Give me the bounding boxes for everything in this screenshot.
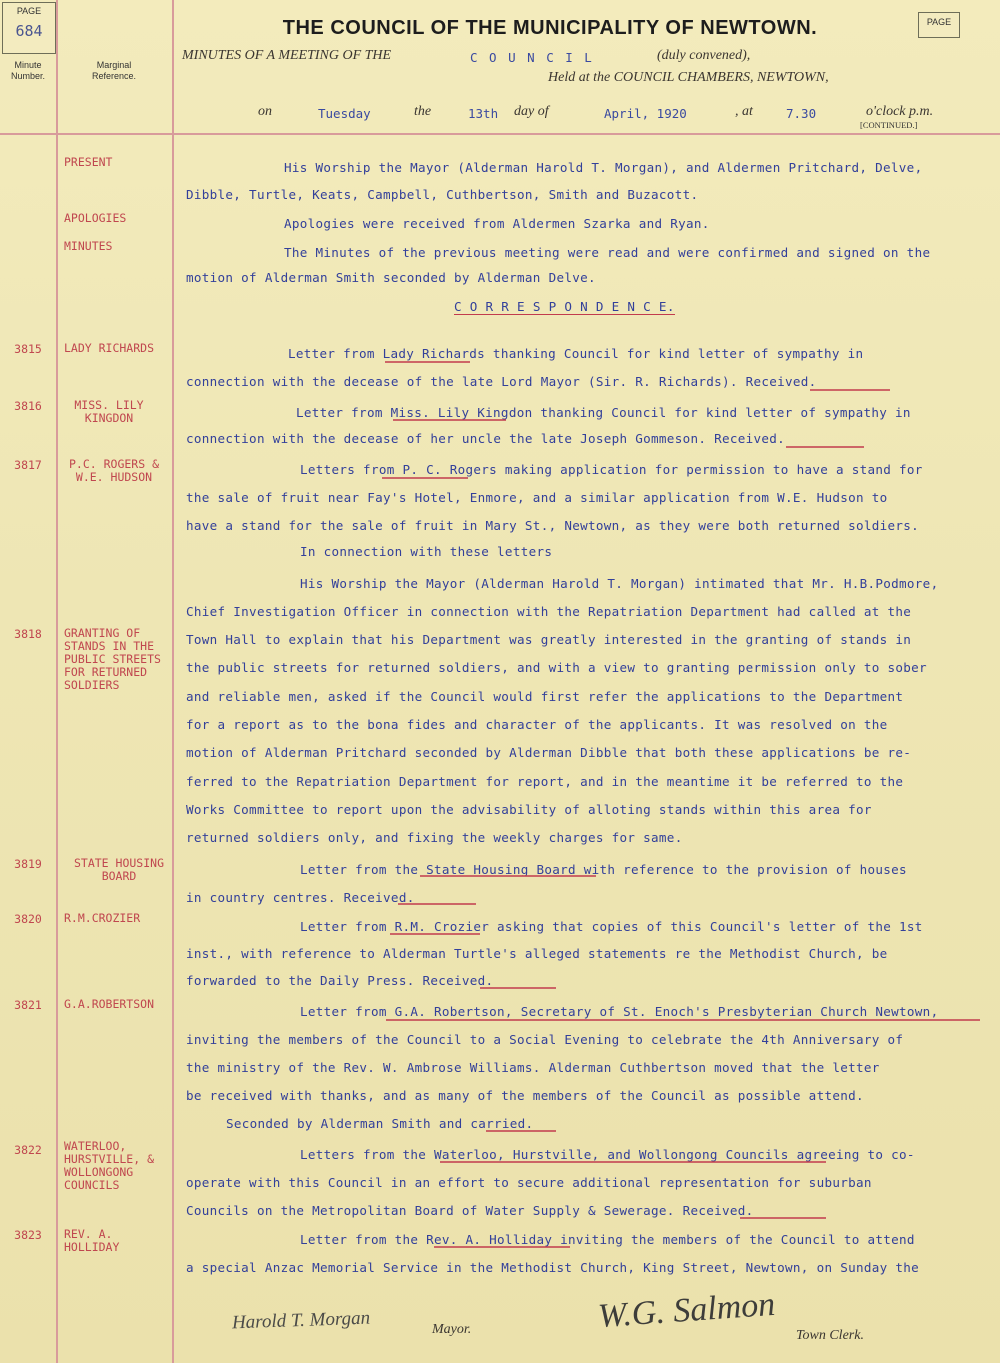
meeting-body: C O U N C I L	[470, 50, 594, 65]
ref-lady-richards: LADY RICHARDS	[64, 341, 155, 355]
entry-3818-line-3: Town Hall to explain that his Department was greatly interested in the granting of stands in	[186, 632, 912, 647]
column-header-minute: Minute Number.	[10, 60, 45, 81]
entry-3817-line-3: have a stand for the sale of fruit in Mary St., Newtown, as they were both returned soldiers.	[186, 518, 920, 533]
ref-crozier: R.M.CROZIER	[64, 911, 141, 925]
entry-3815-line-2: connection with the decease of the late Lord Mayor (Sir. R. Richards). Received.	[186, 374, 817, 389]
minutes-of-label: MINUTES OF A MEETING OF THE	[182, 48, 392, 63]
entry-3818-line-5: and reliable men, asked if the Council would first refer the applications to the Department	[186, 689, 904, 704]
entry-3818-line-9: Works Committee to report upon the advisability of alloting stands within this area for	[186, 802, 872, 817]
entry-3818-line-2: Chief Investigation Officer in connection with the Repatriation Department had called at the	[186, 604, 912, 619]
minute-number-3818: 3818	[14, 627, 42, 641]
entry-3818-line-8: ferred to the Repatriation Department for report, and in the meantime it be referred to the	[186, 774, 904, 789]
ref-apologies: APOLOGIES	[64, 211, 127, 225]
entry-3819-line-1: Letter from the State Housing Board with reference to the provision of houses	[300, 862, 907, 877]
town-clerk-label: Town Clerk.	[796, 1328, 864, 1343]
entry-3818-line-6: for a report as to the bona fides and character of the applicants. It was resolved on the	[186, 717, 888, 732]
meeting-weekday: Tuesday	[318, 106, 371, 121]
ref-holliday: REV. A. HOLLIDAY	[64, 1227, 120, 1254]
at-label: , at	[735, 104, 753, 119]
entry-3818-line-1: His Worship the Mayor (Alderman Harold T. Morgan) intimated that Mr. H.B.Podmore,	[300, 576, 939, 591]
entry-3821-line-5: Seconded by Alderman Smith and carried.	[226, 1116, 534, 1131]
ref-robertson: G.A.ROBERTSON	[64, 997, 155, 1011]
present-line-2: Dibble, Turtle, Keats, Campbell, Cuthbertson, Smith and Buzacott.	[186, 187, 699, 202]
entry-3822-line-1: Letters from the Waterloo, Hurstville, and Wollongong Councils agreeing to co-	[300, 1147, 915, 1162]
entry-3822-line-2: operate with this Council in an effort to secure additional representation for suburban	[186, 1175, 872, 1190]
entry-3820-line-2: inst., with reference to Alderman Turtle's alleged statements re the Methodist Church, be	[186, 946, 888, 961]
continued-label: [CONTINUED.]	[860, 120, 918, 130]
meeting-day: 13th	[468, 106, 499, 121]
entry-3816-line-1: Letter from Miss. Lily Kingdon thanking Council for kind letter of sympathy in	[296, 405, 911, 420]
duly-convened-label: (duly convened),	[657, 48, 751, 63]
present-line-1: His Worship the Mayor (Alderman Harold T. Morgan), and Aldermen Pritchard, Delve,	[284, 160, 923, 175]
apologies-line-1: Apologies were received from Aldermen Szarka and Ryan.	[284, 216, 710, 231]
entry-3821-line-3: the ministry of the Rev. W. Ambrose Williams. Alderman Cuthbertson moved that the letter	[186, 1060, 880, 1075]
entry-3817-line-2: the sale of fruit near Fay's Hotel, Enmore, and a similar application from W.E. Hudson to	[186, 490, 888, 505]
oclock-label: o'clock p.m.	[866, 104, 934, 119]
minutes-line-2: motion of Alderman Smith seconded by Alderman Delve.	[186, 270, 596, 285]
ref-state-housing-board: STATE HOUSING BOARD	[73, 856, 164, 883]
ref-rogers-hudson: P.C. ROGERS & W.E. HUDSON	[68, 457, 159, 484]
page-label-right: PAGE	[926, 17, 952, 27]
entry-3818-line-10: returned soldiers only, and fixing the weekly charges for same.	[186, 830, 683, 845]
column-header-marginal: Marginal Reference.	[91, 60, 137, 81]
entry-3822-line-3: Councils on the Metropolitan Board of Water Supply & Sewerage. Received.	[186, 1203, 754, 1218]
ref-waterloo-hurstville-wollongong: WATERLOO, HURSTVILLE, & WOLLONGONG COUNCILS	[64, 1139, 155, 1192]
entry-3821-line-1: Letter from G.A. Robertson, Secretary of St. Enoch's Presbyterian Church Newtown,	[300, 1004, 939, 1019]
day-of-label: day of	[514, 104, 549, 119]
minute-number-3820: 3820	[14, 912, 42, 926]
minute-number-3823: 3823	[14, 1228, 42, 1242]
held-at-label: Held at the COUNCIL CHAMBERS, NEWTOWN,	[548, 70, 829, 85]
entry-3818-line-7: motion of Alderman Pritchard seconded by Alderman Dibble that both these applications be re-	[186, 745, 912, 760]
minute-number-3815: 3815	[14, 342, 42, 356]
minute-number-3816: 3816	[14, 399, 42, 413]
entry-3815-line-1: Letter from Lady Richards thanking Council for kind letter of sympathy in	[288, 346, 864, 361]
entry-3817-line-1: Letters from P. C. Rogers making application for permission to have a stand for	[300, 462, 923, 477]
meeting-time: 7.30	[786, 106, 817, 121]
mayor-label: Mayor.	[432, 1322, 472, 1337]
town-clerk-signature: W.G. Salmon	[596, 1285, 777, 1336]
on-label: on	[258, 104, 272, 119]
page-title: THE COUNCIL OF THE MUNICIPALITY OF NEWTOWN.	[282, 17, 818, 39]
minutes-line-1: The Minutes of the previous meeting were read and were confirmed and signed on the	[284, 245, 931, 260]
page-label-left: PAGE	[16, 6, 42, 16]
entry-3820-line-3: forwarded to the Daily Press. Received.	[186, 973, 494, 988]
ref-minutes: MINUTES	[64, 239, 113, 253]
entry-3823-line-2: a special Anzac Memorial Service in the Methodist Church, King Street, Newtown, on Sunday the	[186, 1260, 920, 1275]
mayor-signature: Harold T. Morgan	[231, 1307, 371, 1334]
entry-3818-line-4: the public streets for returned soldiers, and with a view to granting permission only to sober	[186, 660, 927, 675]
entry-3819-line-2: in country centres. Received.	[186, 890, 415, 905]
minute-number-3822: 3822	[14, 1143, 42, 1157]
meeting-month-year: April, 1920	[604, 106, 687, 121]
page-number: 684	[15, 22, 43, 40]
entry-3821-line-2: inviting the members of the Council to a Social Evening to celebrate the 4th Anniversary of	[186, 1032, 904, 1047]
minute-number-3821: 3821	[14, 998, 42, 1012]
entry-3820-line-1: Letter from R.M. Crozier asking that copies of this Council's letter of the 1st	[300, 919, 923, 934]
entry-3821-line-4: be received with thanks, and as many of the members of the Council as possible attend.	[186, 1088, 864, 1103]
ref-granting-stands: GRANTING OF STANDS IN THE PUBLIC STREETS FOR RETURNED SOLDIERS	[64, 626, 161, 692]
ref-present: PRESENT	[64, 155, 113, 169]
entry-3817-line-4: In connection with these letters	[300, 544, 553, 559]
the-label: the	[414, 104, 432, 119]
correspondence-heading-text: C O R R E S P O N D E N C E.	[454, 299, 675, 314]
entry-3816-line-2: connection with the decease of her uncle the late Joseph Gommeson. Received.	[186, 431, 786, 446]
minute-number-3819: 3819	[14, 857, 42, 871]
minute-number-3817: 3817	[14, 458, 42, 472]
ref-lily-kingdon: MISS. LILY KINGDON	[74, 398, 144, 425]
entry-3823-line-1: Letter from the Rev. A. Holliday inviting the members of the Council to attend	[300, 1232, 915, 1247]
